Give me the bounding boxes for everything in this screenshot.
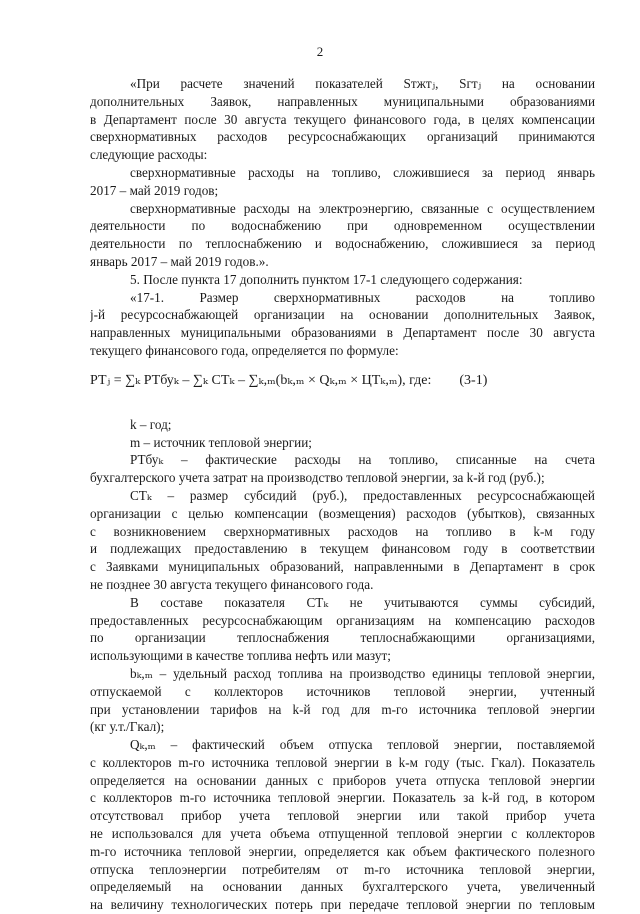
text-line: сверхнормативные расходы на топливо, сложившиеся за период январь (130, 164, 595, 180)
document-body (90, 75, 595, 914)
formula-number: (3-1) (459, 372, 488, 388)
text-line: с коллекторов m-го источника тепловой энергии в k-м году (тыс. Гкал). Показатель (90, 754, 595, 770)
page-number: 2 (316, 44, 324, 59)
text-line: с коллекторов m-го источника тепловой энергии. Показатель за k-й год, в котором (90, 790, 595, 806)
text-line: предоставленных ресурсоснабжающим организациям на компенсацию расходов (90, 612, 595, 628)
text-line: Qₖ,ₘ – фактический объем отпуска тепловой энергии, поставляемой (130, 737, 595, 753)
paragraph-fuel (90, 164, 595, 200)
text-line: (кг у.т./Гкал); (90, 719, 165, 735)
text-line: j-й ресурсоснабжающей организации на основании дополнительных Заявок, (90, 307, 595, 323)
text-line: деятельности по водоснабжению при одновременном осуществлении (90, 218, 595, 234)
definition-k: k – год; (130, 416, 172, 432)
text-line: не использовался для учета объема отпущенной тепловой энергии с коллекторов (90, 826, 595, 842)
text-line: отсутствовал прибор учета тепловой энергии или такой прибор учета (90, 808, 595, 824)
text-line: СТₖ – размер субсидий (руб.), предоставленных ресурсоснабжающей (130, 487, 595, 503)
text-line: отпускаемой с коллекторов источников тепловой энергии, учтенный (90, 683, 595, 699)
text-line: на величину технологических потерь при передаче тепловой энергии по тепловым (90, 897, 595, 913)
text-line: bₖ,ₘ – удельный расход топлива на производство единицы тепловой энергии, (130, 665, 595, 681)
definition-st (90, 487, 595, 594)
text-line: «17-1. Размер сверхнормативных расходов на топливо (130, 289, 595, 305)
text-line: в Департамент после 30 августа текущего финансового года, в целях компенсации (90, 111, 595, 127)
text-line: сверхнормативных расходов ресурсоснабжающих организаций принимаются (90, 129, 595, 145)
paragraph-point5: 5. После пункта 17 дополнить пунктом 17-1 следующего содержания: (130, 271, 523, 287)
text-line: и подлежащих предоставлению в текущем финансовом году в соответствии (90, 541, 595, 557)
text-line: с Заявками муниципальных образований, направленными в Департамент в срок (90, 559, 595, 575)
text-line: не позднее 30 августа текущего финансового года. (90, 576, 374, 592)
formula-expression: РТⱼ = ∑ₖ РТбуₖ – ∑ₖ СТₖ – ∑ₖ,ₘ(bₖ,ₘ × Qₖ,ₘ × ЦТₖ,ₘ), где: (90, 372, 432, 388)
paragraph-17-1 (90, 289, 595, 360)
text-line: В составе показателя СТₖ не учитываются суммы субсидий, (130, 594, 595, 610)
text-line: организации с целью компенсации (возмещения) расходов (убытков), связанных (90, 505, 595, 521)
note-st (90, 594, 595, 665)
text-line: январь 2017 – май 2019 годов.». (90, 253, 269, 269)
text-line: 2017 – май 2019 годов; (90, 182, 219, 198)
text-line: отпуска теплоэнергии потребителям от m-го источника тепловой энергии, (90, 861, 595, 877)
text-line: следующие расходы: (90, 147, 208, 163)
definition-b (90, 665, 595, 736)
text-line: с возникновением сверхнормативных расходов на топливо в k-м году (90, 523, 595, 539)
text-line: m-го источника тепловой энергии, определяется как объем фактического полезного (90, 843, 595, 859)
definition-m: m – источник тепловой энергии; (130, 434, 312, 450)
text-line: определяемый на основании данных бухгалтерского учета, увеличенный (90, 879, 595, 895)
text-line: сверхнормативные расходы на электроэнергию, связанные с осуществлением (130, 200, 595, 216)
text-line: дополнительных Заявок, направленных муниципальными образованиями (90, 93, 595, 109)
paragraph-electricity (90, 200, 595, 271)
text-line: бухгалтерского учета затрат на производство тепловой энергии, за k-й год (руб.); (90, 470, 545, 486)
text-line: деятельности по теплоснабжению и водоснабжению, сложившиеся за период (90, 236, 595, 252)
formula-3-1 (90, 368, 595, 394)
text-line: использующими в качестве топлива нефть или мазут; (90, 648, 391, 664)
text-line: при установлении тарифов на k-й год для m-го источника тепловой энергии (90, 701, 595, 717)
paragraph-intro (90, 75, 595, 164)
definition-q (90, 736, 595, 914)
text-line: текущего финансового года, определяется по формуле: (90, 342, 399, 358)
text-line: по организации теплоснабжения теплоснабжающими организациями, (90, 630, 595, 646)
text-line: определяется на основании данных с приборов учета отпуска тепловой энергии (90, 772, 595, 788)
text-line: направленных муниципальными образованиями в Департамент после 30 августа (90, 325, 595, 341)
definition-rtbu (90, 451, 595, 487)
text-line: «При расчете значений показателей Sтжтⱼ, Sгтⱼ на основании (130, 76, 595, 91)
text-line: РТбуₖ – фактические расходы на топливо, списанные на счета (130, 452, 595, 468)
